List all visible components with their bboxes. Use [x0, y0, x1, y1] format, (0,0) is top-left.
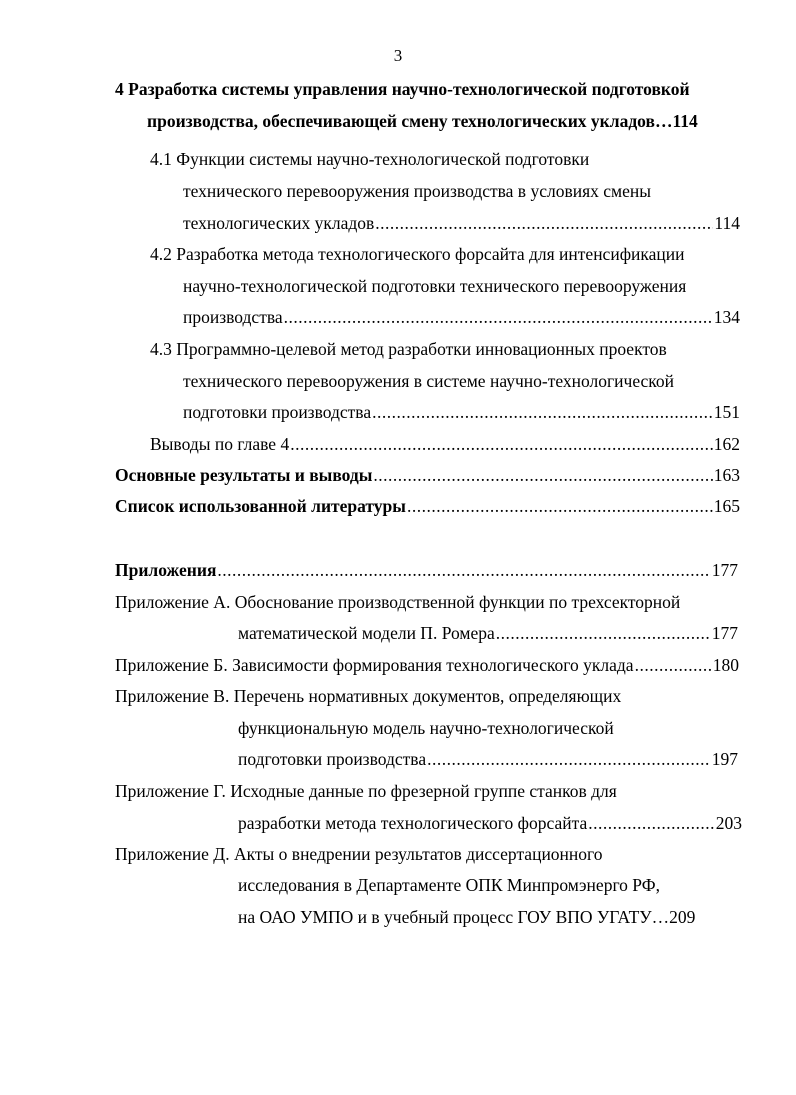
toc-references: [115, 495, 740, 517]
toc-app-a-line2-text: математической модели П. Ромера: [238, 623, 495, 643]
toc-app-v-leader: [427, 748, 711, 770]
toc-app-d-line2: исследования в Департаменте ОПК Минпромэнерго РФ,: [238, 875, 660, 895]
toc-4-1-line1: 4.1 Функции системы научно-технологической подготовки: [150, 149, 590, 169]
toc-app-b-text: Приложение Б. Зависимости формирования технологического уклада: [115, 655, 634, 675]
toc-app-d-page: 209: [669, 907, 696, 927]
toc-chapter4-title-line2: [147, 110, 698, 132]
toc-app-a-line2: [238, 622, 738, 644]
toc-appendices-text: Приложения: [115, 560, 217, 580]
toc-4-1-line3-text: технологических укладов: [183, 213, 375, 233]
toc-4-1-line2: технического перевооружения производства в условиях смены: [183, 181, 651, 201]
toc-references-text: Список использованной литературы: [115, 496, 406, 516]
toc-4-2-page: 134: [713, 307, 740, 327]
toc-conclusions-4-page: 162: [713, 434, 740, 454]
toc-4-3-page: 151: [713, 402, 740, 422]
toc-app-v-line1: Приложение В. Перечень нормативных документов, определяющих: [115, 686, 622, 706]
toc-chapter4-title-line1: 4 Разработка системы управления научно-технологической подготовкой: [115, 79, 690, 99]
toc-4-1-page: 114: [714, 213, 740, 233]
toc-app-v-line2: функциональную модель научно-технологической: [238, 718, 614, 738]
toc-app-g-line2-text: разработки метода технологического форсайта: [238, 813, 588, 833]
toc-conclusions-4-leader: [290, 433, 713, 455]
toc-references-page: 165: [713, 496, 740, 516]
toc-app-d-line3: [238, 906, 695, 928]
toc-app-g-line1: Приложение Г. Исходные данные по фрезерной группе станков для: [115, 781, 617, 801]
toc-appendices-leader: [217, 559, 710, 581]
toc-main-results-text: Основные результаты и выводы: [115, 465, 373, 485]
toc-app-v-line3: [238, 748, 738, 770]
toc-4-2-line1: 4.2 Разработка метода технологического форсайта для интенсификации: [150, 244, 685, 264]
toc-main-results-leader: [373, 464, 712, 486]
toc-4-1-leader: [375, 212, 713, 234]
toc-4-2-line3-text: производства: [183, 307, 283, 327]
toc-4-3-line1: 4.3 Программно-целевой метод разработки инновационных проектов: [150, 339, 667, 359]
toc-4-2-line2: научно-технологической подготовки технического перевооружения: [183, 276, 687, 296]
toc-4-3-line2: технического перевооружения в системе научно-технологической: [183, 371, 675, 391]
toc-chapter4-leader: …: [654, 111, 673, 131]
toc-chapter4-title-line2-text: производства, обеспечивающей смену технологических укладов: [147, 111, 655, 131]
toc-app-g-page: 203: [715, 813, 742, 833]
toc-app-b-leader: [635, 654, 712, 676]
toc-4-1-line3: [183, 212, 740, 234]
toc-app-a-page: 177: [711, 623, 738, 643]
toc-conclusions-4: [150, 433, 740, 455]
toc-conclusions-4-text: Выводы по главе 4: [150, 434, 290, 454]
toc-app-g-leader: [588, 812, 715, 834]
toc-chapter4-page: 114: [672, 111, 698, 131]
toc-4-3-line3: [183, 401, 740, 423]
toc-4-2-leader: [284, 306, 713, 328]
toc-app-a-leader: [496, 622, 711, 644]
toc-appendices: [115, 559, 738, 581]
toc-app-d-line3-text: на ОАО УМПО и в учебный процесс ГОУ ВПО УГАТУ…: [238, 907, 670, 927]
toc-app-g-line2: [238, 812, 742, 834]
toc-app-b: [115, 654, 739, 676]
toc-references-leader: [407, 495, 713, 517]
toc-app-d-line1: Приложение Д. Акты о внедрении результатов диссертационного: [115, 844, 603, 864]
toc-4-2-line3: [183, 306, 740, 328]
page-number: 3: [393, 46, 403, 65]
toc-app-v-page: 197: [711, 749, 738, 769]
toc-main-results-page: 163: [713, 465, 740, 485]
toc-4-3-line3-text: подготовки производства: [183, 402, 372, 422]
toc-appendices-page: 177: [711, 560, 738, 580]
toc-app-v-line3-text: подготовки производства: [238, 749, 427, 769]
toc-main-results: [115, 464, 740, 486]
toc-app-b-page: 180: [712, 655, 739, 675]
toc-app-a-line1: Приложение А. Обоснование производственной функции по трехсекторной: [115, 592, 681, 612]
toc-4-3-leader: [372, 401, 713, 423]
